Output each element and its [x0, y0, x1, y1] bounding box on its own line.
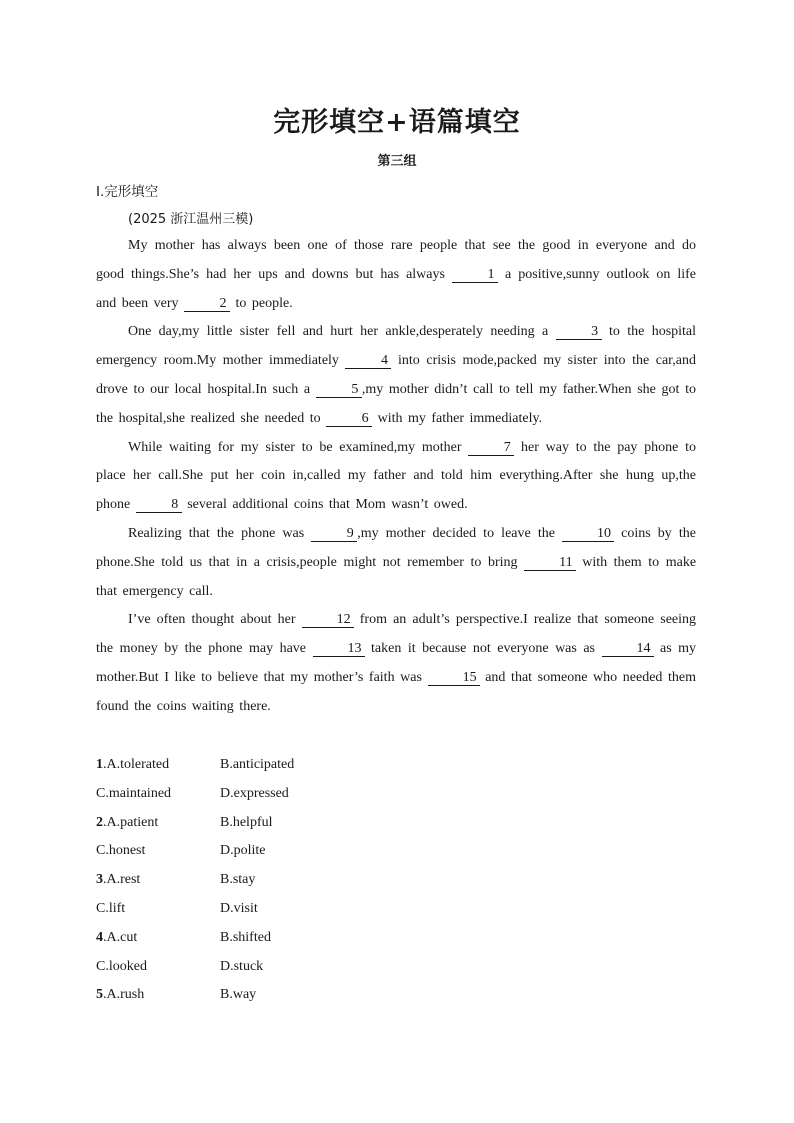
text-segment: with them to make that emergency call.: [96, 554, 697, 599]
source-note: (2025 浙江温州三模): [128, 212, 254, 227]
option-b: B.way: [220, 987, 257, 1003]
option-a: .A.rush: [103, 987, 145, 1003]
option-d: D.visit: [220, 900, 258, 916]
option-row: [96, 780, 516, 809]
text-segment: with my father immediately.: [377, 410, 543, 426]
option-a: .A.patient: [103, 814, 159, 830]
blank-12: 12: [302, 612, 354, 628]
text-segment: One day,my little sister fell and hurt her ankle,desperately needing a: [128, 324, 549, 340]
option-row: [96, 981, 516, 1010]
option-a: .A.tolerated: [103, 757, 170, 772]
text-segment: her way to the pay phone to place her call.She put her coin in,called my father and told him everything.After she hung up,the phone: [96, 439, 697, 513]
blank-14: 14: [602, 641, 654, 657]
option-row: [96, 837, 516, 866]
blank-15: 15: [428, 670, 480, 686]
text-segment: ,my mother didn’t call to tell my father.When she got to the hospital,she realized she needed to: [96, 381, 697, 426]
text-segment: and that someone who needed them found the coins waiting there.: [96, 669, 697, 714]
section-heading: Ⅰ.完形填空: [96, 184, 159, 200]
option-row: [96, 866, 516, 895]
option-d: D.polite: [220, 843, 266, 859]
text-segment: to people.: [235, 295, 293, 311]
option-c: C.honest: [96, 843, 146, 859]
blank-8: 8: [136, 497, 182, 513]
paragraph-3: [96, 434, 696, 520]
blank-11: 11: [524, 555, 575, 571]
question-number: 3: [96, 872, 103, 888]
paragraph-4: [96, 520, 696, 606]
option-b: B.helpful: [220, 814, 273, 830]
page-subtitle: 第三组: [377, 154, 417, 169]
text-segment: a positive,sunny outlook on life and been very: [96, 266, 697, 311]
question-number: 4: [96, 929, 103, 945]
paragraph-1: [96, 232, 696, 318]
question-number: 2: [96, 814, 103, 830]
option-d: D.stuck: [220, 958, 264, 974]
cloze-passage: [96, 232, 696, 722]
text-segment: from an adult’s perspective.I realize that someone seeing the money by the phone may have: [96, 612, 697, 657]
option-d: D.expressed: [220, 785, 289, 801]
option-row: [96, 924, 516, 953]
option-b: B.stay: [220, 872, 256, 888]
option-c: C.lift: [96, 900, 126, 916]
text-segment: as my mother.But I like to believe that my mother’s faith was: [96, 641, 697, 685]
option-b: B.anticipated: [220, 757, 295, 772]
text-segment: taken it because not everyone was as: [371, 641, 595, 657]
blank-6: 6: [326, 411, 372, 427]
blank-7: 7: [468, 440, 514, 456]
text-segment: Realizing that the phone was: [128, 525, 305, 541]
text-segment: several additional coins that Mom wasn’t owed.: [187, 497, 468, 513]
text-segment: ,my mother decided to leave the: [357, 525, 555, 541]
blank-1: 1: [452, 267, 498, 283]
text-segment: While waiting for my sister to be examined,my mother: [128, 439, 462, 455]
paragraph-2: [96, 318, 696, 433]
blank-5: 5: [316, 382, 362, 398]
option-b: B.shifted: [220, 929, 271, 945]
text-segment: My mother has always been one of those rare people that see the good in everyone and do good things.She’s had her ups and downs but has always: [96, 238, 696, 282]
page-title: 完形填空+语篇填空: [273, 107, 521, 138]
option-c: C.looked: [96, 958, 147, 974]
option-row: [96, 809, 516, 838]
option-c: C.maintained: [96, 785, 172, 801]
option-row: [96, 953, 516, 982]
blank-3: 3: [556, 324, 602, 340]
blank-13: 13: [313, 641, 365, 657]
text-segment: to the hospital emergency room.My mother immediately: [96, 324, 697, 369]
option-a: .A.cut: [103, 929, 138, 945]
blank-2: 2: [184, 296, 230, 312]
question-number: 5: [96, 987, 103, 1003]
answer-options: [96, 751, 516, 1010]
blank-9: 9: [311, 526, 357, 542]
text-segment: into crisis mode,packed my sister into the car,and drove to our local hospital.In such a: [96, 353, 696, 397]
option-a: .A.rest: [103, 872, 141, 888]
option-row: [96, 895, 516, 924]
text-segment: I’ve often thought about her: [128, 612, 296, 628]
blank-10: 10: [562, 526, 614, 542]
text-segment: coins by the phone.She told us that in a crisis,people might not remember to bring: [96, 525, 697, 570]
blank-4: 4: [345, 353, 391, 369]
question-number: 1: [96, 757, 103, 772]
paragraph-5: [96, 606, 696, 721]
option-row: [96, 751, 516, 780]
